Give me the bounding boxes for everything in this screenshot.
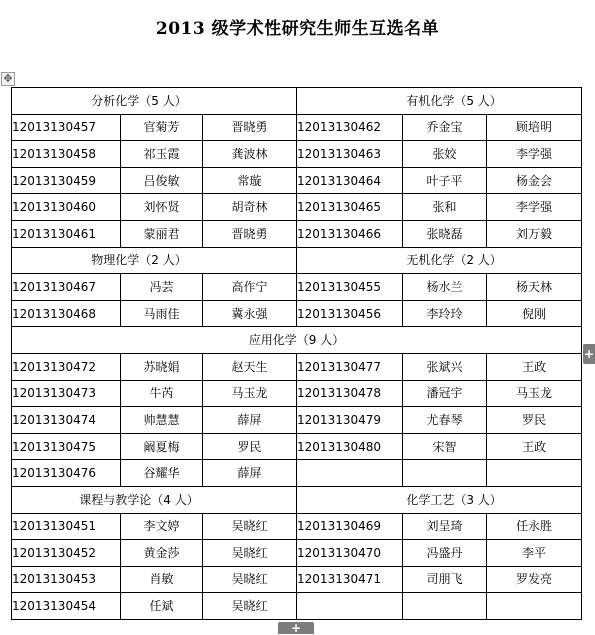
student-id: 12013130454	[12, 593, 121, 620]
student-id: 12013130469	[297, 513, 403, 540]
section-header-row	[12, 88, 582, 115]
student-name: 叶子平	[403, 167, 487, 194]
teacher-name: 罗民	[487, 407, 582, 434]
student-name: 黄金莎	[121, 540, 203, 567]
empty-cell	[297, 593, 403, 620]
student-name: 张姣	[403, 141, 487, 168]
student-id: 12013130458	[12, 141, 121, 168]
student-name: 肖敏	[121, 566, 203, 593]
add-column-button[interactable]	[583, 344, 595, 364]
student-id: 12013130470	[297, 540, 403, 567]
table-row	[12, 513, 582, 540]
table-row	[12, 566, 582, 593]
teacher-name: 赵天生	[203, 353, 297, 380]
add-row-button[interactable]	[278, 622, 314, 634]
teacher-name: 吴晓红	[203, 593, 297, 620]
student-name: 帅慧慧	[121, 407, 203, 434]
student-id: 12013130463	[297, 141, 403, 168]
teacher-name: 罗发亮	[487, 566, 582, 593]
student-name: 吕俊敏	[121, 167, 203, 194]
teacher-name: 龚波林	[203, 141, 297, 168]
student-name: 李玲玲	[403, 300, 487, 327]
student-id: 12013130466	[297, 220, 403, 247]
teacher-name: 吴晓红	[203, 566, 297, 593]
teacher-name: 倪刚	[487, 300, 582, 327]
section-header-row	[12, 486, 582, 513]
student-id: 12013130462	[297, 114, 403, 141]
teacher-name: 任永胜	[487, 513, 582, 540]
page-title: 2013 级学术性研究生师生互选名单	[155, 19, 440, 39]
student-id: 12013130465	[297, 194, 403, 221]
student-name: 官菊芳	[121, 114, 203, 141]
student-id: 12013130457	[12, 114, 121, 141]
teacher-name: 刘万毅	[487, 220, 582, 247]
student-id: 12013130473	[12, 380, 121, 407]
teacher-name: 顾培明	[487, 114, 582, 141]
student-name: 乔金宝	[403, 114, 487, 141]
table-row	[12, 380, 582, 407]
table-row	[12, 220, 582, 247]
student-name: 祁玉霞	[121, 141, 203, 168]
student-id: 12013130472	[12, 353, 121, 380]
table-row	[12, 353, 582, 380]
teacher-name: 吴晓红	[203, 540, 297, 567]
student-id: 12013130468	[12, 300, 121, 327]
section-header: 化学工艺（3 人）	[297, 486, 582, 513]
student-id: 12013130471	[297, 566, 403, 593]
student-name: 杨水兰	[403, 274, 487, 301]
student-name: 李文婷	[121, 513, 203, 540]
empty-cell	[403, 593, 487, 620]
teacher-name: 常璇	[203, 167, 297, 194]
section-header-row	[12, 247, 582, 274]
table-row	[12, 540, 582, 567]
student-name: 尤春琴	[403, 407, 487, 434]
teacher-name: 李学强	[487, 141, 582, 168]
section-header-row	[12, 327, 582, 354]
teacher-name: 吴晓红	[203, 513, 297, 540]
teacher-name: 马玉龙	[487, 380, 582, 407]
student-name: 司朋飞	[403, 566, 487, 593]
table-row	[12, 593, 582, 620]
teacher-name: 王政	[487, 353, 582, 380]
student-id: 12013130474	[12, 407, 121, 434]
student-id: 12013130461	[12, 220, 121, 247]
plus-icon: +	[290, 621, 302, 635]
student-id: 12013130451	[12, 513, 121, 540]
teacher-name: 罗民	[203, 433, 297, 460]
student-id: 12013130459	[12, 167, 121, 194]
table-row	[12, 300, 582, 327]
student-name: 张斌兴	[403, 353, 487, 380]
student-id: 12013130477	[297, 353, 403, 380]
student-name: 蒙丽君	[121, 220, 203, 247]
teacher-name: 薛屏	[203, 407, 297, 434]
empty-cell	[297, 460, 403, 487]
table-row	[12, 141, 582, 168]
student-name: 宋智	[403, 433, 487, 460]
teacher-name: 晋晓勇	[203, 220, 297, 247]
teacher-name: 李学强	[487, 194, 582, 221]
student-name: 冯芸	[121, 274, 203, 301]
teacher-name: 薛屏	[203, 460, 297, 487]
empty-cell	[403, 460, 487, 487]
table-row	[12, 460, 582, 487]
student-name: 苏晓娟	[121, 353, 203, 380]
student-name: 谷耀华	[121, 460, 203, 487]
student-name: 张晓磊	[403, 220, 487, 247]
teacher-name: 马玉龙	[203, 380, 297, 407]
table-row	[12, 407, 582, 434]
move-arrows-icon: ✥	[3, 72, 13, 85]
table-row	[12, 167, 582, 194]
student-name: 潘冠宇	[403, 380, 487, 407]
student-name: 刘怀贤	[121, 194, 203, 221]
student-name: 冯盛丹	[403, 540, 487, 567]
section-header: 物理化学（2 人）	[12, 247, 297, 274]
teacher-name: 冀永强	[203, 300, 297, 327]
teacher-name: 杨金会	[487, 167, 582, 194]
teacher-name: 高作宁	[203, 274, 297, 301]
student-name: 任斌	[121, 593, 203, 620]
teacher-name: 李平	[487, 540, 582, 567]
empty-cell	[487, 460, 582, 487]
student-id: 12013130453	[12, 566, 121, 593]
table-row	[12, 194, 582, 221]
student-id: 12013130467	[12, 274, 121, 301]
student-name: 阚夏梅	[121, 433, 203, 460]
student-id: 12013130478	[297, 380, 403, 407]
student-name: 张和	[403, 194, 487, 221]
table-row	[12, 274, 582, 301]
section-header: 分析化学（5 人）	[12, 88, 297, 115]
section-header: 课程与教学论（4 人）	[12, 486, 297, 513]
student-id: 12013130455	[297, 274, 403, 301]
student-id: 12013130456	[297, 300, 403, 327]
section-header: 应用化学（9 人）	[12, 327, 582, 354]
student-id: 12013130476	[12, 460, 121, 487]
student-id: 12013130464	[297, 167, 403, 194]
empty-cell	[487, 593, 582, 620]
teacher-name: 王政	[487, 433, 582, 460]
table-row	[12, 433, 582, 460]
plus-icon: +	[583, 347, 595, 361]
student-id: 12013130479	[297, 407, 403, 434]
student-id: 12013130475	[12, 433, 121, 460]
table-move-handle[interactable]	[1, 72, 15, 86]
student-id: 12013130480	[297, 433, 403, 460]
student-id: 12013130460	[12, 194, 121, 221]
teacher-name: 杨天林	[487, 274, 582, 301]
teacher-name: 胡奇林	[203, 194, 297, 221]
table-row	[12, 114, 582, 141]
section-header: 无机化学（2 人）	[297, 247, 582, 274]
student-name: 牛芮	[121, 380, 203, 407]
student-name: 刘呈琦	[403, 513, 487, 540]
student-id: 12013130452	[12, 540, 121, 567]
selection-table	[11, 87, 582, 620]
student-name: 马雨佳	[121, 300, 203, 327]
section-header: 有机化学（5 人）	[297, 88, 582, 115]
teacher-name: 晋晓勇	[203, 114, 297, 141]
